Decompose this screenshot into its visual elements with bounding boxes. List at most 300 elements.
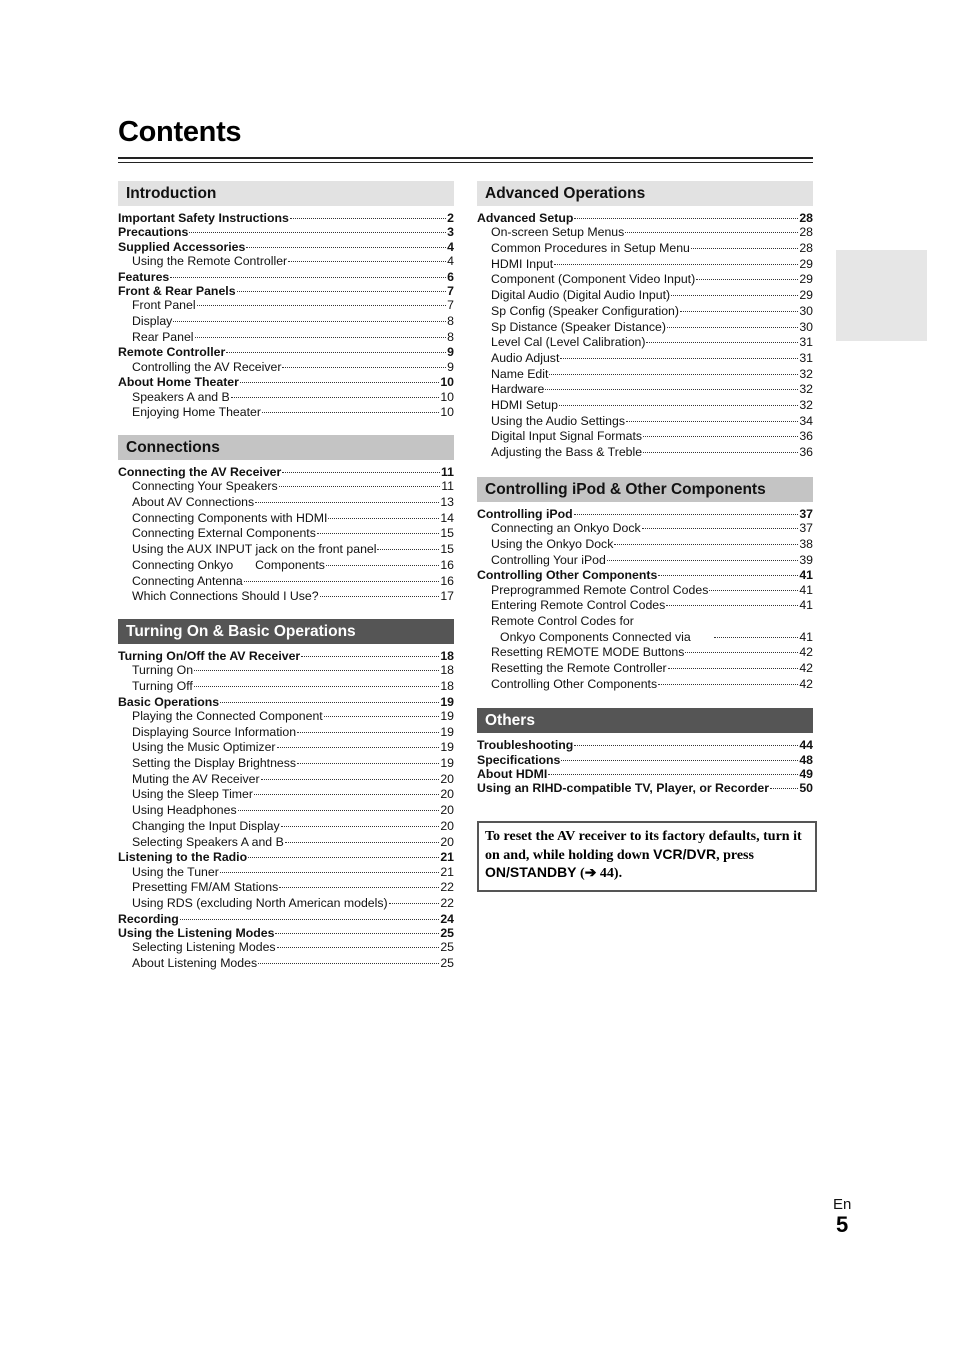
toc-entry[interactable] [118,956,454,972]
toc-entry[interactable] [477,645,813,661]
toc-entry[interactable] [477,445,813,461]
leader-dots [288,261,446,262]
title-rule-thin [118,162,813,163]
toc-entry-title: Digital Input Signal Formats [491,429,643,444]
leader-dots [248,857,439,858]
toc-page-number: 16 [440,573,454,588]
toc-entry-title: Rear Panel [132,329,194,344]
toc-entry[interactable] [477,272,813,288]
toc-entry[interactable] [118,360,454,376]
toc-entry[interactable] [118,663,454,679]
leader-dots [220,872,440,873]
toc-entry[interactable] [477,753,813,767]
toc-entry-title: About Listening Modes [132,955,258,970]
toc-page-number: 31 [799,335,813,350]
toc-page-number: 42 [799,645,813,660]
toc-entry-title: Level Cal (Level Calibration) [491,335,646,350]
toc-page-number: 28 [799,225,813,240]
toc-entry[interactable] [118,390,454,406]
toc-page-number: 20 [440,787,454,802]
toc-entry[interactable] [118,803,454,819]
toc-section-others [477,708,813,795]
toc-page-number: 37 [799,521,813,536]
toc-page-number: 19 [440,724,454,739]
toc-page-number: 14 [440,510,454,525]
toc-entry[interactable] [118,298,454,314]
toc-entry-title: Using the Audio Settings [491,413,625,428]
toc-entry[interactable] [477,553,813,569]
toc-entry[interactable] [118,865,454,881]
leader-dots [173,321,446,322]
page-language: En [833,1196,852,1213]
toc-entry[interactable] [118,940,454,956]
toc-entry-title: Resetting the Remote Controller [491,661,667,676]
toc-entry-title: Recording [118,911,179,926]
toc-entry[interactable] [118,589,454,605]
toc-entry[interactable] [477,537,813,553]
toc-entry[interactable] [477,225,813,241]
toc-entry-title: Connecting External Components [132,526,316,541]
toc-page-number: 28 [799,241,813,255]
toc-page-number: 15 [440,542,454,557]
toc-entry-list [477,211,813,461]
toc-page-number: 34 [799,413,813,428]
toc-entry[interactable] [118,511,454,527]
toc-entry[interactable] [118,709,454,725]
toc-entry-title: Adjusting the Bass & Treble [491,445,643,460]
toc-entry-title: Using the Listening Modes [118,925,275,940]
leader-dots [691,248,798,249]
leader-dots [560,358,798,359]
leader-dots [195,337,447,338]
toc-entry[interactable] [477,661,813,677]
toc-entry-title: Connecting Antenna [132,573,243,588]
leader-dots [643,452,798,453]
leader-dots [658,684,798,685]
toc-entry-title: Playing the Connected Component [132,708,323,723]
leader-dots [389,903,440,904]
toc-entry-title: Features [118,269,170,284]
toc-entry[interactable] [118,284,454,298]
toc-entry[interactable] [477,320,813,336]
leader-dots [554,264,798,265]
note-text-2: , press [716,847,754,863]
toc-entry-title: Connecting Your Speakers [132,479,278,494]
toc-entry[interactable] [118,649,454,663]
toc-page-number: 20 [440,834,454,849]
toc-page-number: 48 [799,752,813,767]
toc-page-number: 10 [440,375,454,390]
toc-entry-title: Using the Tuner [132,864,219,879]
toc-entry-title: Remote Control Codes for [491,613,634,628]
toc-page-number: 20 [440,771,454,786]
toc-entry[interactable] [477,521,813,537]
leader-dots [377,549,439,550]
toc-entry[interactable] [118,330,454,346]
leader-dots [226,352,446,353]
contents-right-column [477,181,813,796]
toc-entry-title: Controlling Other Components [491,676,658,691]
toc-entry-title: Displaying Source Information [132,724,297,739]
toc-entry-title: HDMI Input [491,256,554,271]
toc-entry[interactable] [118,695,454,709]
toc-page-number: 39 [799,552,813,567]
toc-entry-title: Precautions [118,225,189,240]
toc-entry[interactable] [477,781,813,795]
toc-entry-title: Resetting REMOTE MODE Buttons [491,645,685,660]
toc-entry-title: Selecting Speakers A and B [132,834,284,849]
toc-entry[interactable] [477,630,813,646]
factory-reset-note [477,821,817,892]
leader-dots [301,656,439,657]
toc-entry[interactable] [118,254,454,270]
toc-entry[interactable] [118,819,454,835]
toc-entry-title: Connecting the AV Receiver [118,465,282,479]
toc-entry-title: Presetting FM/AM Stations [132,880,279,895]
toc-entry[interactable] [118,740,454,756]
leader-dots [770,788,798,789]
toc-page-number: 6 [447,269,454,284]
leader-dots [680,311,798,312]
leader-dots [666,605,798,606]
leader-dots [262,412,439,413]
toc-entry[interactable] [477,398,813,414]
toc-entry-title: Using the Onkyo Dock [491,536,614,551]
toc-entry[interactable] [477,241,813,257]
leader-dots [671,295,798,296]
toc-entry[interactable] [477,288,813,304]
leader-dots [559,405,798,406]
leader-dots [561,760,798,761]
toc-entry-title: Important Safety Instructions [118,211,289,225]
toc-entry-title: Turning On/Off the AV Receiver [118,648,301,663]
leader-dots [237,291,447,292]
toc-entry[interactable] [118,574,454,590]
toc-entry[interactable] [118,912,454,926]
toc-section-advanced-operations [477,181,813,461]
leader-dots [324,716,440,717]
title-rule-thick [118,157,813,159]
chapter-side-tab [836,250,927,341]
toc-entry[interactable] [118,880,454,896]
leader-dots [625,232,798,233]
toc-entry-title: Using the AUX INPUT jack on the front panel [132,542,377,557]
leader-dots [261,779,440,780]
leader-dots [238,810,440,811]
toc-entry[interactable] [118,240,454,254]
toc-entry[interactable] [477,568,813,582]
toc-entry[interactable] [118,542,454,558]
section-heading: Others [477,708,813,733]
leader-dots [246,247,446,248]
toc-entry[interactable] [477,211,813,225]
leader-dots [282,367,446,368]
toc-entry[interactable] [477,414,813,430]
leader-dots [194,670,439,671]
toc-section-connections [118,435,454,605]
leader-dots [709,590,798,591]
toc-entry[interactable] [477,677,813,693]
leader-dots [667,327,798,328]
leader-dots [658,575,798,576]
toc-entry-title: About AV Connections [132,495,255,509]
toc-page-number: 10 [440,405,454,420]
toc-page-number: 15 [440,526,454,541]
toc-entry-title: HDMI Setup [491,398,558,413]
toc-entry-title: On-screen Setup Menus [491,225,625,240]
toc-page-number: 36 [799,445,813,460]
toc-page-number: 3 [447,225,454,240]
toc-entry[interactable] [118,479,454,495]
toc-entry[interactable] [118,896,454,912]
toc-page-number: 49 [799,767,813,782]
toc-page-number: 42 [799,676,813,691]
toc-entry[interactable] [477,598,813,614]
toc-entry-title: Component (Component Video Input) [491,272,696,287]
toc-entry[interactable] [118,772,454,788]
toc-entry-title: Using an RIHD-compatible TV, Player, or Recorder [477,781,770,796]
leader-dots [607,560,798,561]
toc-page-number: 9 [447,345,454,360]
leader-dots [231,397,440,398]
note-key-vcr-dvr: VCR/DVR [653,845,717,862]
toc-entry[interactable] [118,679,454,695]
toc-entry[interactable] [118,405,454,421]
section-heading: Turning On & Basic Operations [118,619,454,644]
toc-entry[interactable] [118,465,454,479]
toc-page-number: 25 [440,955,454,970]
leader-dots [194,686,439,687]
toc-entry-title: Connecting Components with HDMI [132,510,328,525]
toc-entry[interactable] [477,304,813,320]
toc-entry[interactable] [118,526,454,542]
toc-entry-title: Basic Operations [118,694,220,709]
toc-entry-title: Controlling Your iPod [491,552,606,567]
leader-dots [328,518,439,519]
toc-entry-title: Using the Sleep Timer [132,787,253,802]
toc-page-number: 22 [440,880,454,895]
toc-page-number: 42 [799,661,813,676]
toc-page-number: 29 [799,288,813,303]
toc-entry[interactable] [118,756,454,772]
toc-entry[interactable] [118,270,454,284]
toc-entry-title: Changing the Input Display [132,818,280,833]
toc-entry[interactable] [118,850,454,864]
leader-dots [643,436,798,437]
leader-dots [189,232,446,233]
toc-page-number: 24 [440,911,454,926]
toc-page-number: 50 [799,781,813,796]
leader-dots [545,389,798,390]
toc-entry[interactable] [477,507,813,521]
toc-entry[interactable] [477,351,813,367]
leader-dots [240,382,439,383]
toc-entry-title: About Home Theater [118,375,239,390]
toc-page-number: 29 [799,256,813,271]
toc-page-number: 32 [799,366,813,381]
leader-dots [549,374,798,375]
toc-entry-title-cont: Components [255,557,325,572]
toc-entry[interactable] [118,375,454,389]
leader-dots [668,668,799,669]
toc-entry[interactable] [477,257,813,273]
toc-page-number: 7 [447,298,454,313]
toc-entry-title: Connecting Onkyo [132,557,234,572]
toc-entry-title: Muting the AV Receiver [132,771,260,786]
toc-entry-title: Display [132,313,173,328]
section-heading: Connections [118,435,454,460]
toc-entry-title: Speakers A and B [132,389,230,404]
note-text-1: To reset the AV receiver to its factory defaults, turn it on and, while holding down [485,829,802,863]
toc-page-number: 18 [440,663,454,678]
leader-dots [170,277,446,278]
toc-page-number: 19 [440,708,454,723]
toc-entry-title: Turning Off [132,678,193,693]
toc-page-number: 32 [799,398,813,413]
leader-dots [297,732,439,733]
toc-page-number: 10 [440,389,454,404]
toc-page-number: 38 [799,536,813,551]
toc-entry[interactable] [118,345,454,359]
leader-dots [277,947,440,948]
leader-dots [646,342,798,343]
toc-entry[interactable] [118,495,454,511]
toc-entry-title: Name Edit [491,366,549,381]
leader-dots [275,933,439,934]
toc-entry[interactable] [477,614,813,630]
toc-entry[interactable] [477,429,813,445]
toc-page-number: 41 [799,568,813,583]
toc-entry-title: Preprogrammed Remote Control Codes [491,582,709,597]
leader-dots [244,581,440,582]
leader-dots [574,745,798,746]
toc-entry[interactable] [477,767,813,781]
toc-page-number: 8 [447,313,454,328]
toc-page-number: 29 [799,272,813,287]
toc-entry-title: Sp Config (Speaker Configuration) [491,303,679,318]
leader-dots [180,919,440,920]
toc-page-number: 4 [447,253,454,268]
toc-page-number: 2 [447,211,454,225]
toc-entry-title: About HDMI [477,767,548,782]
toc-page-number: 36 [799,429,813,444]
toc-page-number: 20 [440,818,454,833]
toc-entry-title: Advanced Setup [477,211,574,225]
toc-entry[interactable] [118,725,454,741]
toc-entry-list [477,738,813,795]
toc-entry-title: Using the Music Optimizer [132,740,276,755]
toc-page-number: 30 [799,303,813,318]
toc-page-number: 13 [440,495,454,509]
toc-page-number: 19 [440,756,454,771]
leader-dots [626,421,798,422]
toc-entry[interactable] [118,558,454,574]
toc-page-number: 31 [799,350,813,365]
toc-page-number: 8 [447,329,454,344]
page-title: Contents [118,116,242,148]
contents-left-column [118,181,454,972]
leader-dots [317,533,439,534]
toc-entry[interactable] [118,835,454,851]
toc-entry-title: Common Procedures in Setup Menu [491,241,690,255]
toc-page-number: 21 [440,850,454,865]
page-number: 5 [836,1212,849,1237]
toc-page-number: 41 [799,582,813,597]
toc-entry-title: Setting the Display Brightness [132,756,297,771]
leader-dots [696,279,798,280]
toc-entry-title: Which Connections Should I Use? [132,589,319,604]
section-heading: Controlling iPod & Other Components [477,477,813,502]
toc-entry-title: Listening to the Radio [118,850,248,865]
toc-section-controlling-ipod-other-components [477,477,813,693]
toc-page-number: 18 [440,678,454,693]
toc-entry-list [118,465,454,605]
toc-entry-title: Using Headphones [132,803,237,818]
toc-entry[interactable] [477,335,813,351]
toc-page-number: 11 [441,465,454,479]
toc-entry[interactable] [118,211,454,225]
toc-entry[interactable] [477,738,813,752]
toc-entry-list [477,507,813,693]
leader-dots [574,218,798,219]
toc-entry-title: Controlling Other Components [477,568,658,583]
toc-entry-title: Remote Controller [118,345,226,360]
toc-entry-title: Enjoying Home Theater [132,405,261,420]
toc-entry[interactable] [118,314,454,330]
toc-entry-title: Front & Rear Panels [118,283,236,298]
toc-page-number: 41 [799,629,813,644]
toc-entry[interactable] [477,583,813,599]
leader-dots [685,652,798,653]
toc-page-number: 9 [447,359,454,374]
toc-entry-list [118,649,454,972]
toc-entry-title: Selecting Listening Modes [132,940,276,955]
toc-page-number: 16 [440,557,454,572]
leader-dots [574,514,799,515]
toc-page-number: 21 [440,864,454,879]
toc-page-number: 44 [799,738,813,753]
leader-dots [254,794,439,795]
leader-dots [290,218,446,219]
toc-entry-title: Entering Remote Control Codes [491,598,666,613]
toc-page-number: 30 [799,319,813,334]
toc-entry[interactable] [118,787,454,803]
toc-entry-title: Supplied Accessories [118,239,246,254]
leader-dots [320,596,440,597]
toc-entry-title: Specifications [477,752,561,767]
leader-dots [642,528,799,529]
leader-dots [282,472,440,473]
leader-dots [714,637,799,638]
toc-entry[interactable] [118,926,454,940]
toc-entry[interactable] [477,382,813,398]
leader-dots [277,747,440,748]
toc-entry-title: Using the Remote Controller [132,253,288,268]
note-page-ref: (➔ 44). [580,866,623,881]
toc-entry-title: Connecting an Onkyo Dock [491,521,641,536]
toc-entry[interactable] [477,367,813,383]
leader-dots [279,887,439,888]
leader-dots [326,565,439,566]
leader-dots [220,702,439,703]
toc-page-number: 4 [447,239,454,254]
leader-dots [197,305,447,306]
section-heading: Advanced Operations [477,181,813,206]
section-heading: Introduction [118,181,454,206]
toc-section-introduction [118,181,454,421]
toc-page-number: 20 [440,803,454,818]
toc-entry[interactable] [118,225,454,239]
